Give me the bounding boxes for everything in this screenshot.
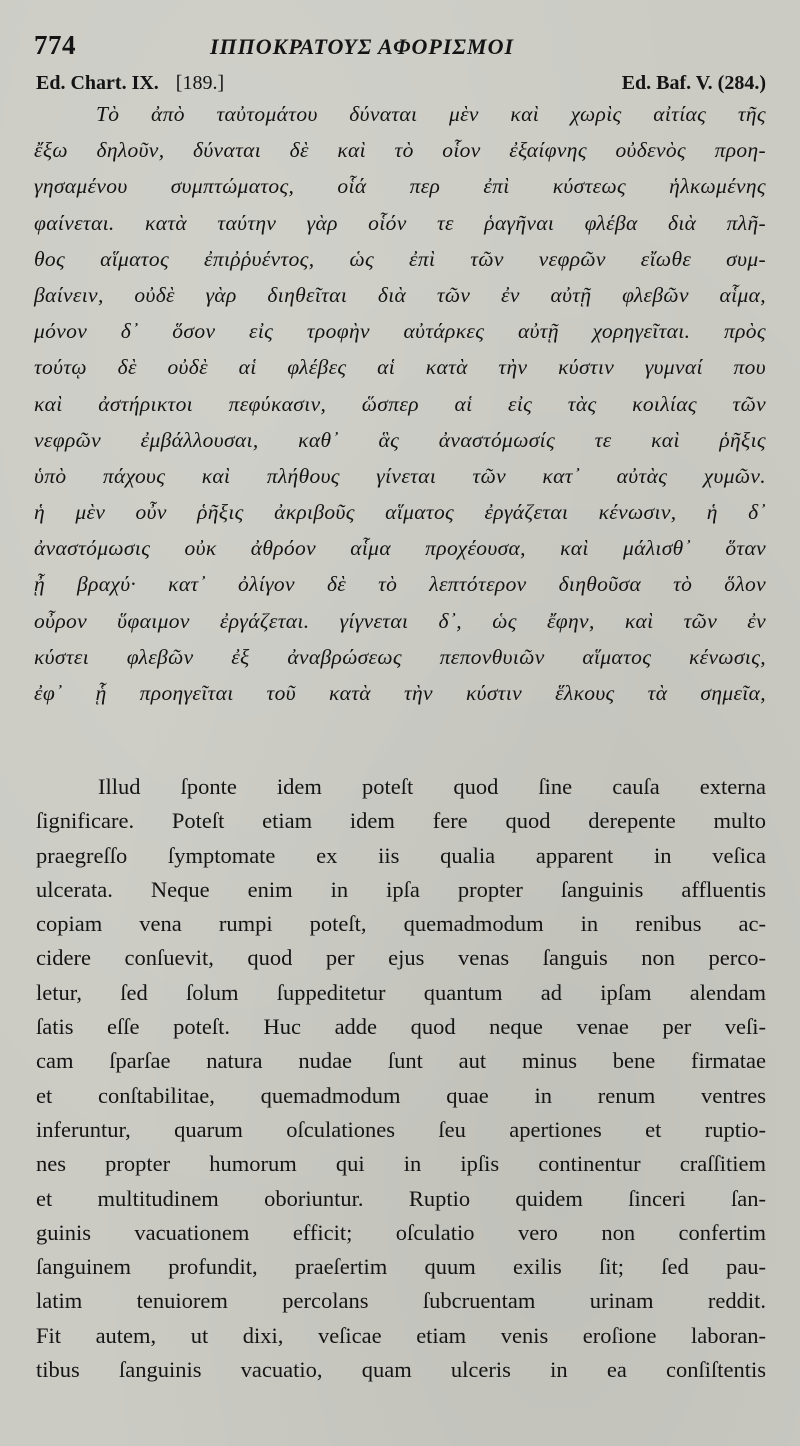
latin-text-line: ſatis eſſe poteſt. Huc adde quod neque venae per veſi- <box>36 1014 766 1040</box>
latin-text-line: latim tenuiorem percolans ſubcruentam urinam reddit. <box>36 1288 766 1314</box>
page-header <box>34 30 770 64</box>
edition-chartier-page: [189.] <box>175 72 225 94</box>
latin-text-line: letur, ſed ſolum ſuppeditetur quantum ad ipſam alendam <box>36 979 766 1005</box>
greek-text-line: κύστει φλεβῶν ἐξ ἀναβρώσεως πεπονθυιῶν αἵματος κένωσις, <box>34 644 766 669</box>
greek-text-line: οὖρον ὕφαιμον ἐργάζεται. γίγνεται δ᾽, ὡς ἔφην, καὶ τῶν ἐν <box>34 608 766 633</box>
greek-text-line: τούτῳ δὲ οὐδὲ αἱ φλέβες αἱ κατὰ τὴν κύστιν γυμναί που <box>34 355 766 380</box>
latin-text-line: et multitudinem oboriuntur. Ruptio quidem ſinceri ſan- <box>36 1185 766 1211</box>
greek-text-line: φαίνεται. κατὰ ταύτην γὰρ οἷόν τε ῥαγῆναι φλέβα διὰ πλῆ- <box>34 210 766 235</box>
greek-text-line: ᾖ βραχύ· κατ᾽ ὀλίγον δὲ τὸ λεπτότερον διηθοῦσα τὸ ὅλον <box>34 572 766 597</box>
greek-text-line: μόνον δ᾽ ὅσον εἰς τροφὴν αὐτάρκες αὐτῇ χορηγεῖται. πρὸς <box>34 319 766 344</box>
running-title: ΙΠΠΟΚΡΑΤΟΥΣ ΑΦΟΡΙΣΜΟΙ <box>210 34 515 59</box>
latin-text-line: nes propter humorum qui in ipſis continentur craſſitiem <box>36 1151 766 1177</box>
greek-text-line: γησαμένου συμπτώματος, οἷά περ ἐπὶ κύστεως ἡλκωμένης <box>34 174 766 199</box>
page-number: 774 <box>34 30 76 60</box>
latin-text-line: praegreſſo ſymptomate ex iis qualia apparent in veſica <box>36 842 766 868</box>
latin-text-line: cam ſparſae natura nudae ſunt aut minus bene firmatae <box>36 1048 766 1074</box>
greek-text-line: Τὸ ἀπὸ ταὐτομάτου δύναται μὲν καὶ χωρὶς αἰτίας τῆς <box>96 102 766 126</box>
latin-text-line: cidere conſuevit, quod per ejus venas ſanguis non perco- <box>36 945 766 971</box>
greek-text-line: καὶ ἀστήρικτοι πεφύκασιν, ὥσπερ αἱ εἰς τὰς κοιλίας τῶν <box>34 391 766 416</box>
greek-text-line: ἐφ᾽ ᾗ προηγεῖται τοῦ κατὰ τὴν κύστιν ἕλκους τὰ σημεῖα, <box>34 681 766 705</box>
edition-basel: Ed. Baf. V. (284.) <box>621 72 766 94</box>
latin-text-line: ſignificare. Poteſt etiam idem fere quod derepente multo <box>36 808 766 834</box>
latin-text-line: copiam vena rumpi poteſt, quemadmodum in renibus ac- <box>36 911 766 937</box>
latin-text-line: tibus ſanguinis vacuatio, quam ulceris in ea conſiſtentis <box>36 1357 766 1383</box>
latin-text-line: inferuntur, quarum oſculationes ſeu apertiones et ruptio- <box>36 1116 766 1142</box>
latin-text-line: Illud ſponte idem poteſt quod ſine cauſa externa <box>98 774 766 799</box>
greek-text-line: βαίνειν, οὐδὲ γὰρ διηθεῖται διὰ τῶν ἐν αὐτῇ φλεβῶν αἷμα, <box>34 282 766 307</box>
latin-text-block <box>36 770 766 1387</box>
greek-text-line: ἀναστόμωσις οὐκ ἀθρόον αἷμα προχέουσα, καὶ μάλισθ᾽ ὅταν <box>34 536 766 561</box>
edition-chartier-label: Ed. Chart. IX. <box>36 72 159 94</box>
greek-text-line: ἡ μὲν οὖν ῥῆξις ἀκριβοῦς αἵματος ἐργάζεται κένωσιν, ἡ δ᾽ <box>34 500 766 525</box>
latin-text-line: ſanguinem profundit, praeſertim quum exilis ſit; ſed pau- <box>36 1254 766 1280</box>
greek-text-line: θος αἵματος ἐπιῤῥυέντος, ὡς ἐπὶ τῶν νεφρῶν εἴωθε συμ- <box>34 246 766 271</box>
greek-text-line: ἔξω δηλοῦν, δύναται δὲ καὶ τὸ οἷον ἐξαίφνης οὐδενὸς προη- <box>34 138 766 163</box>
latin-text-line: guinis vacuationem efficit; oſculatio vero non confertim <box>36 1219 766 1245</box>
greek-text-block <box>34 96 766 711</box>
greek-text-line: νεφρῶν ἐμβάλλουσαι, καθ᾽ ἃς ἀναστόμωσίς τε καὶ ῥῆξις <box>34 427 766 452</box>
latin-text-line: et conſtabilitae, quemadmodum quae in renum ventres <box>36 1082 766 1108</box>
latin-text-line: Fit autem, ut dixi, veſicae etiam venis eroſione laboran- <box>36 1322 766 1348</box>
edition-chartier <box>36 72 224 95</box>
greek-text-line: ὑπὸ πάχους καὶ πλήθους γίνεται τῶν κατ᾽ αὐτὰς χυμῶν. <box>34 463 766 488</box>
latin-text-line: ulcerata. Neque enim in ipſa propter ſanguinis affluentis <box>36 876 766 902</box>
